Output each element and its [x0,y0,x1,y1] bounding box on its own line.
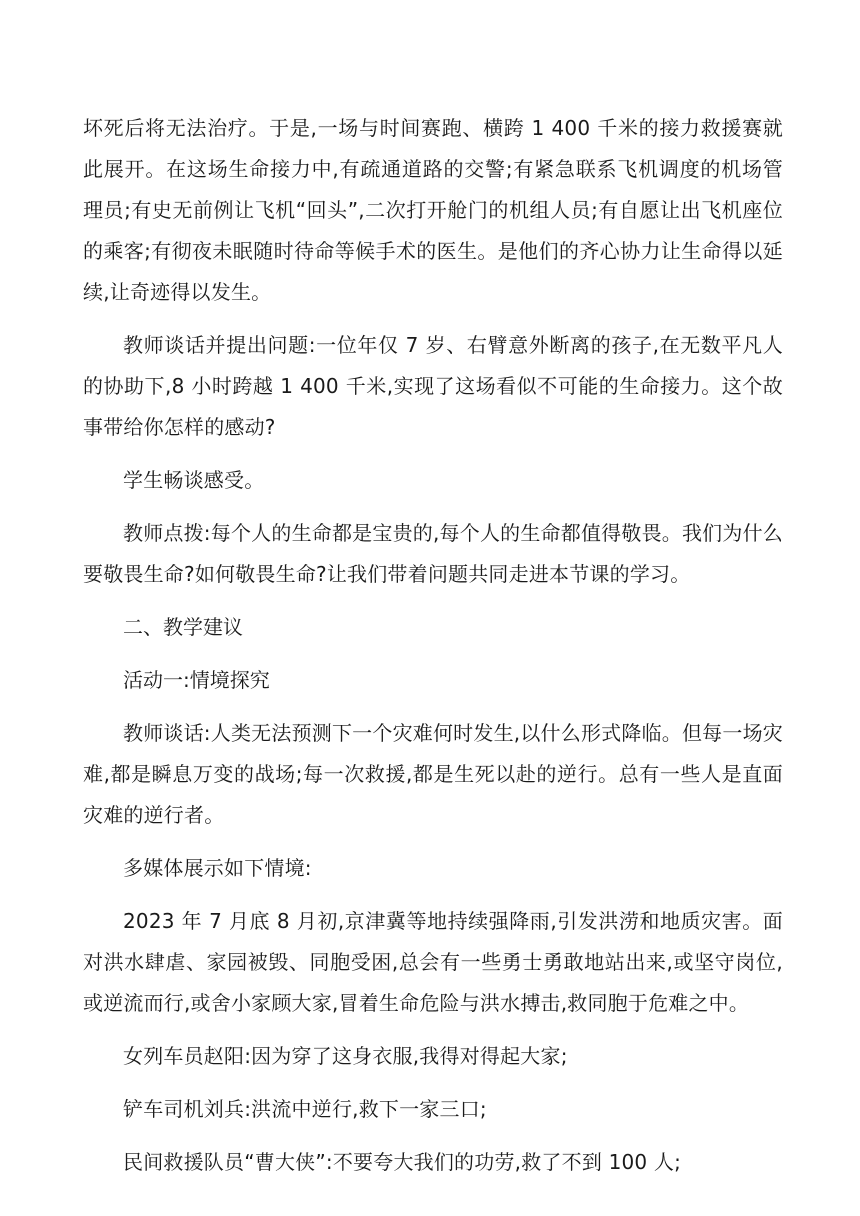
paragraph-multimedia-intro: 多媒体展示如下情境: [123,856,312,880]
quote-rescue-volunteer: 民间救援队员“曹大侠”:不要夸大我们的功劳,救了不到 100 人; [123,1150,682,1174]
paragraph-student-response: 学生畅谈感受。 [123,468,265,492]
section-heading-teaching-suggestions: 二、教学建议 [123,615,243,639]
paragraph-flood-situation: 2023 年 7 月底 8 月初,京津冀等地持续强降雨,引发洪涝和地质灾害。面对洪水肆虐、家园被毁、同胞受困,总会有一些勇士勇敢地站出来,或坚守岗位,或逆流而行,或舍小家顾大家,冒着生命危险与洪水搏击,救同胞于危难之中。 [83,909,783,1015]
document-body [83,108,783,1183]
quote-loader-driver: 铲车司机刘兵:洪流中逆行,救下一家三口; [123,1097,487,1121]
paragraph-continuation: 坏死后将无法治疗。于是,一场与时间赛跑、横跨 1 400 千米的接力救援赛就此展开。在这场生命接力中,有疏通道路的交警;有紧急联系飞机调度的机场管理员;有史无前例让飞机“回头”,二次打开舱门的机组人员;有自愿让出飞机座位的乘客;有彻夜未眠随时待命等候手术的医生。是他们的齐心协力让生命得以延续,让奇迹得以发生。 [83,116,783,304]
paragraph-teacher-talk: 教师谈话:人类无法预测下一个灾难何时发生,以什么形式降临。但每一场灾难,都是瞬息万变的战场;每一次救援,都是生死以赴的逆行。总有一些人是直面灾难的逆行者。 [83,721,783,827]
activity-heading-situation-inquiry: 活动一:情境探究 [123,668,270,692]
paragraph-teacher-guidance: 教师点拨:每个人的生命都是宝贵的,每个人的生命都值得敬畏。我们为什么要敬畏生命?如何敬畏生命?让我们带着问题共同走进本节课的学习。 [83,521,783,586]
paragraph-teacher-question: 教师谈话并提出问题:一位年仅 7 岁、右臂意外断离的孩子,在无数平凡人的协助下,8 小时跨越 1 400 千米,实现了这场看似不可能的生命接力。这个故事带给你怎样的感动? [83,333,783,439]
quote-train-attendant: 女列车员赵阳:因为穿了这身衣服,我得对得起大家; [123,1044,568,1068]
